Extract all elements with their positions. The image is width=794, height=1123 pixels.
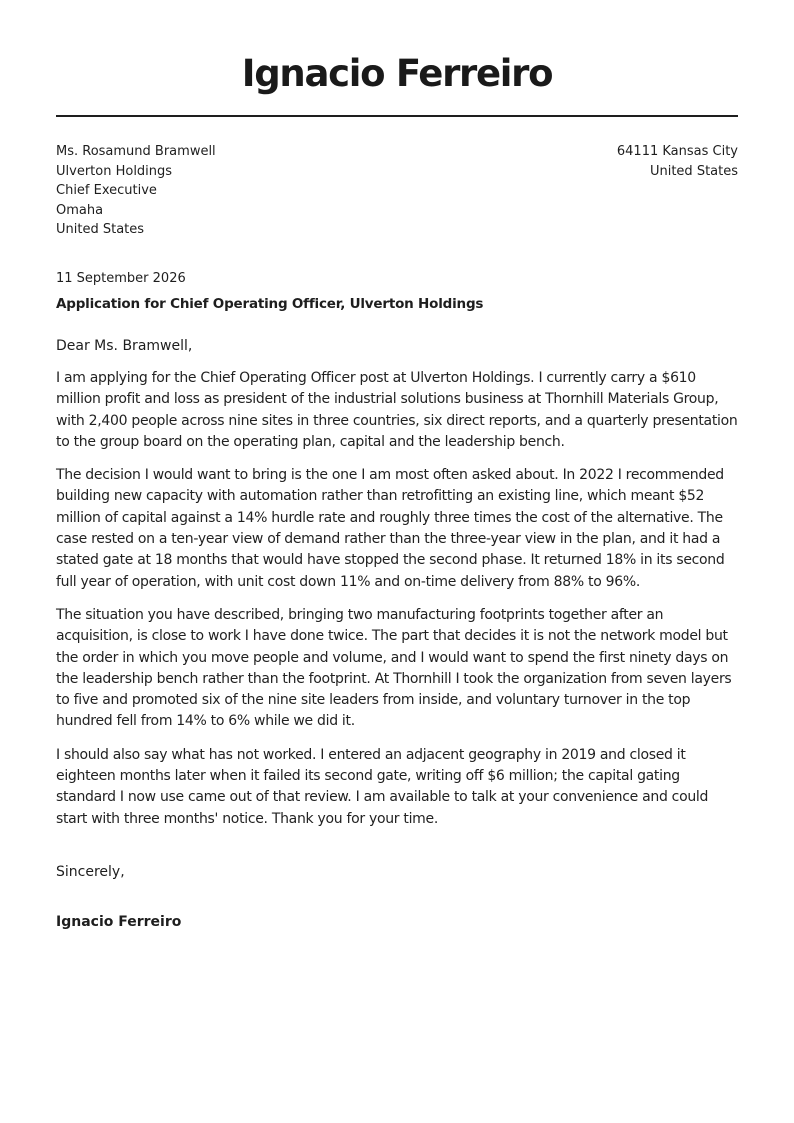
recipient-country: United States	[56, 222, 145, 238]
sender-city: 64111 Kansas City	[616, 144, 738, 159]
closing: Sincerely,	[56, 863, 125, 880]
body-paragraph-3: The situation you have described, bringing two manufacturing footprints together after an acquisition, is close to work I have done twice. The part that decides it is not the network model but the order in which you move people and volume, and I would want to spend the first ninety days on the leadership bench rather than the footprint. At Thornhill I took the organization from seven layers to five and promoted six of the nine site leaders from inside, and voluntary turnover in the top hundred fell from 14% to 6% while we did it.	[56, 606, 732, 730]
address-block	[56, 142, 738, 240]
letter-subject: Application for Chief Operating Officer, Ulverton Holdings	[56, 296, 484, 312]
signature-name: Ignacio Ferreiro	[56, 913, 182, 930]
sender-address	[617, 142, 738, 181]
recipient-address	[56, 142, 216, 240]
body-paragraph-2: The decision I would want to bring is the one I am most often asked about. In 2022 I recommended building new capacity with automation rather than retrofitting an existing line, which meant $52 million of capital against a 14% hurdle rate and roughly three times the cost of the alternative. The case rested on a ten-year view of demand rather than the three-year view in the plan, and it had a stated gate at 18 months that would have stopped the second phase. It returned 18% in its second full year of operation, with unit cost down 11% and on-time delivery from 88% to 96%.	[56, 467, 725, 590]
header-divider	[56, 115, 738, 117]
recipient-title: Chief Executive	[56, 183, 157, 199]
recipient-name: Ms. Rosamund Bramwell	[56, 144, 216, 159]
sender-name-heading: Ignacio Ferreiro	[241, 52, 553, 95]
cover-letter-page	[56, 0, 738, 932]
sender-country: United States	[649, 163, 738, 179]
recipient-city: Omaha	[56, 202, 104, 218]
letter-date: 11 September 2026	[56, 271, 186, 286]
salutation: Dear Ms. Bramwell,	[56, 338, 193, 354]
body-paragraph-1: I am applying for the Chief Operating Officer post at Ulverton Holdings. I currently carry a $610 million profit and loss as president of the industrial solutions business at Thornhill Materials Group, with 2,400 people across nine sites in three countries, six direct reports, and a quarterly presentation to the group board on the operating plan, capital and the leadership bench.	[56, 370, 738, 450]
recipient-company: Ulverton Holdings	[56, 163, 173, 179]
body-paragraph-4: I should also say what has not worked. I entered an adjacent geography in 2019 and closed it eighteen months later when it failed its second gate, writing off $6 million; the capital gating standard I now use came out of that review. I am available to talk at your convenience and could start with three months' notice. Thank you for your time.	[56, 746, 709, 827]
